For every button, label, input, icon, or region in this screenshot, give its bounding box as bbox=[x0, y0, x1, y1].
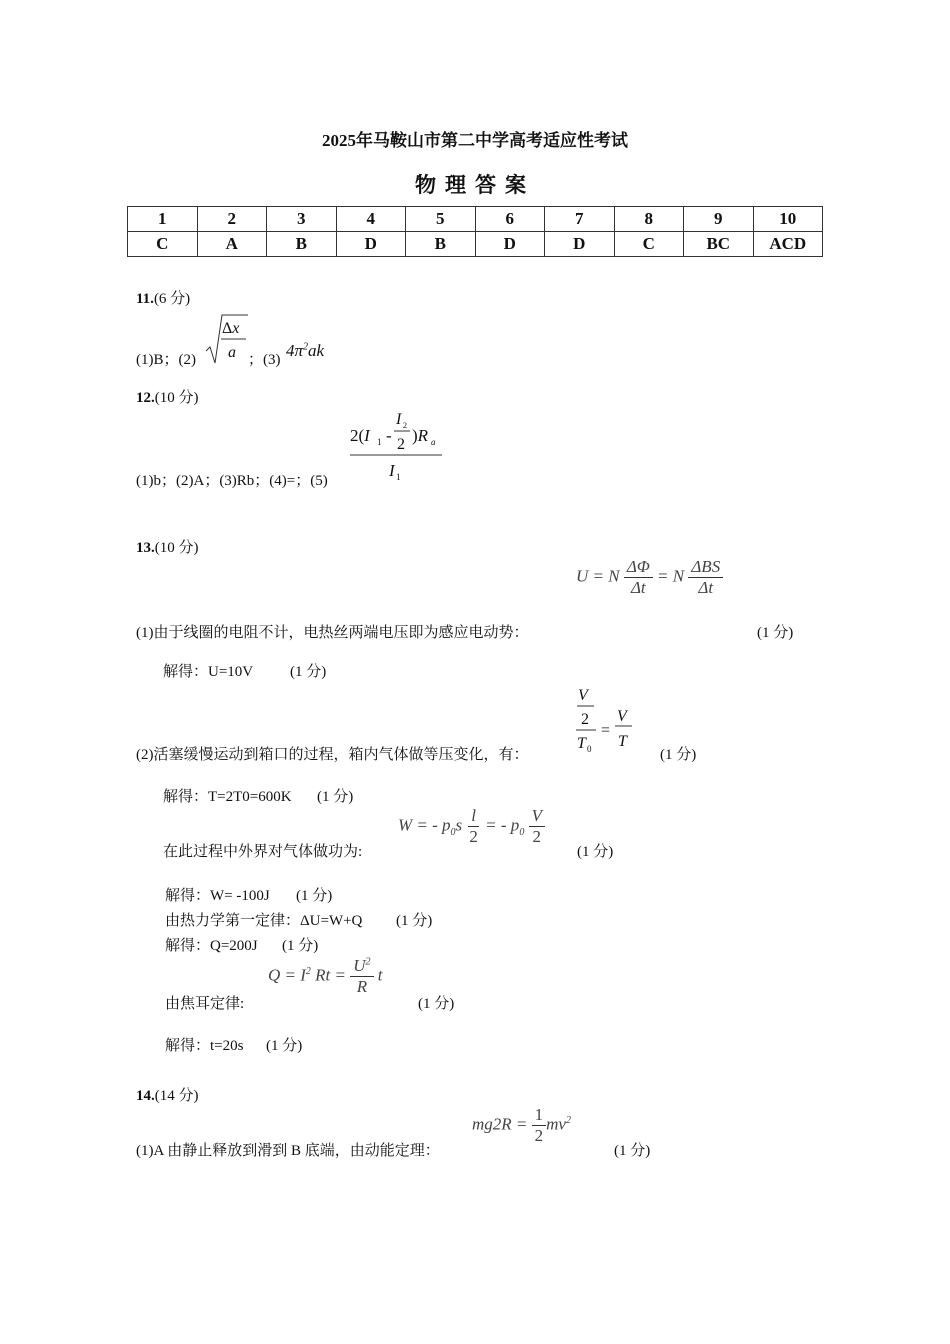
svg-text:V: V bbox=[578, 687, 588, 704]
answer-table bbox=[127, 206, 823, 257]
q13-step-7: 由热力学第一定律：ΔU=W+Q bbox=[165, 913, 363, 929]
q13-score: (10 分) bbox=[154, 540, 199, 556]
svg-text:Δx: Δx bbox=[222, 320, 240, 337]
svg-text:1: 1 bbox=[396, 472, 401, 482]
q13-step-10-score: (1 分) bbox=[266, 1038, 303, 1054]
table-cell: ACD bbox=[753, 232, 823, 257]
table-cell: BC bbox=[684, 232, 754, 257]
answer-table-answer-row bbox=[128, 232, 823, 257]
q14-score: (14 分) bbox=[154, 1088, 199, 1104]
q13-step-3: (2)活塞缓慢运动到箱口的过程，箱内气体做等压变化，有： bbox=[136, 747, 529, 763]
table-cell: C bbox=[128, 232, 198, 257]
svg-text:-: - bbox=[386, 426, 392, 445]
q14-heading bbox=[136, 1084, 199, 1105]
svg-text:V: V bbox=[617, 708, 627, 725]
table-cell: 2 bbox=[197, 207, 267, 232]
q12-formula-fraction bbox=[346, 406, 446, 484]
svg-text:a: a bbox=[431, 437, 436, 447]
q13-step-5-score: (1 分) bbox=[577, 844, 614, 860]
q13-step-5: 在此过程中外界对气体做功为: bbox=[163, 844, 363, 860]
q11-formula-4pi2ak: $4\pi^2ak$ bbox=[286, 341, 325, 360]
table-cell: 3 bbox=[267, 207, 337, 232]
q11-heading bbox=[136, 287, 190, 308]
q13-step-3-score: (1 分) bbox=[660, 747, 697, 763]
table-cell: 9 bbox=[684, 207, 754, 232]
svg-text:I: I bbox=[389, 461, 395, 480]
answer-table-number-row bbox=[128, 207, 823, 232]
q13-heading bbox=[136, 536, 199, 557]
exam-title: 2025年马鞍山市第二中学高考适应性考试 bbox=[322, 131, 628, 150]
svg-text:I: I bbox=[396, 411, 402, 428]
table-cell: 1 bbox=[128, 207, 198, 232]
table-cell: 10 bbox=[753, 207, 823, 232]
svg-text:)R: )R bbox=[412, 426, 429, 445]
q13-step-2-score: (1 分) bbox=[290, 664, 327, 680]
q13-step-6-score: (1 分) bbox=[296, 888, 333, 904]
q12-heading bbox=[136, 386, 199, 407]
svg-text:2(I: 2(I bbox=[350, 426, 370, 445]
q13-step-8-score: (1 分) bbox=[282, 938, 319, 954]
table-cell: 5 bbox=[406, 207, 476, 232]
svg-text:T: T bbox=[618, 733, 627, 750]
q11-formula-sqrt bbox=[204, 311, 250, 367]
q13-step-8: 解得：Q=200J bbox=[165, 938, 258, 954]
q13-step-7-score: (1 分) bbox=[396, 913, 433, 929]
table-cell: C bbox=[614, 232, 684, 257]
svg-text:1: 1 bbox=[377, 437, 382, 447]
q13-step-2: 解得：U=10V bbox=[163, 664, 254, 680]
svg-text:2: 2 bbox=[403, 421, 407, 430]
svg-text:0: 0 bbox=[587, 744, 592, 754]
table-cell: 7 bbox=[545, 207, 615, 232]
answer-subtitle: 物理答案 bbox=[415, 173, 535, 197]
q11-score: (6 分) bbox=[153, 291, 191, 307]
table-cell: B bbox=[267, 232, 337, 257]
q13-formula-joule: $Q = I^2$ Rt = $\frac{U^2}{R}$ t bbox=[268, 956, 383, 996]
table-cell: B bbox=[406, 232, 476, 257]
q14-step-1-score: (1 分) bbox=[614, 1143, 651, 1159]
svg-text:=: = bbox=[601, 722, 611, 739]
q13-step-1-score: (1 分) bbox=[757, 625, 794, 641]
q14-step-1: (1)A 由静止释放到滑到 B 底端，由动能定理： bbox=[136, 1143, 440, 1159]
svg-text:a: a bbox=[228, 344, 236, 361]
q13-step-4: 解得：T=2T0=600K bbox=[163, 789, 292, 805]
q14-number: 14. bbox=[136, 1088, 155, 1104]
q13-step-1: (1)由于线圈的电阻不计，电热丝两端电压即为感应电动势： bbox=[136, 625, 529, 641]
q13-formula-emf: U = N $\frac{\Delta\Phi}{\Delta t}$ = N $\frac{\text{ΔBS}}{\Delta t}$ bbox=[576, 557, 723, 598]
q13-step-6: 解得：W= -100J bbox=[165, 888, 270, 904]
q13-step-9: 由焦耳定律: bbox=[165, 996, 245, 1012]
q13-step-9-score: (1 分) bbox=[418, 996, 455, 1012]
table-cell: D bbox=[336, 232, 406, 257]
table-cell: 6 bbox=[475, 207, 545, 232]
table-cell: D bbox=[475, 232, 545, 257]
q11-number: 11. bbox=[136, 291, 154, 307]
table-cell: D bbox=[545, 232, 615, 257]
q11-text-a: (1)B；(2) bbox=[136, 352, 196, 368]
q13-formula-work: W = - $p_0s$ $\frac{l}{2}$ = - $p_0$ $\frac{V}{2}$ bbox=[398, 806, 545, 847]
table-cell: A bbox=[197, 232, 267, 257]
table-cell: 8 bbox=[614, 207, 684, 232]
q13-formula-gas-law bbox=[572, 684, 638, 756]
q13-step-4-score: (1 分) bbox=[317, 789, 354, 805]
q11-text-b: ；(3) bbox=[248, 352, 281, 368]
svg-text:T: T bbox=[577, 735, 586, 752]
q13-number: 13. bbox=[136, 540, 155, 556]
svg-text:2: 2 bbox=[397, 436, 405, 453]
table-cell: 4 bbox=[336, 207, 406, 232]
q14-formula-energy: mg2R = $\frac{1}{2}$ $mv^2$ bbox=[472, 1105, 571, 1145]
q12-number: 12. bbox=[136, 390, 155, 406]
q13-step-10: 解得：t=20s bbox=[165, 1038, 244, 1054]
q12-score: (10 分) bbox=[154, 390, 199, 406]
q12-text: (1)b；(2)A；(3)Rb；(4)=；(5) bbox=[136, 473, 328, 489]
svg-text:2: 2 bbox=[581, 711, 589, 728]
